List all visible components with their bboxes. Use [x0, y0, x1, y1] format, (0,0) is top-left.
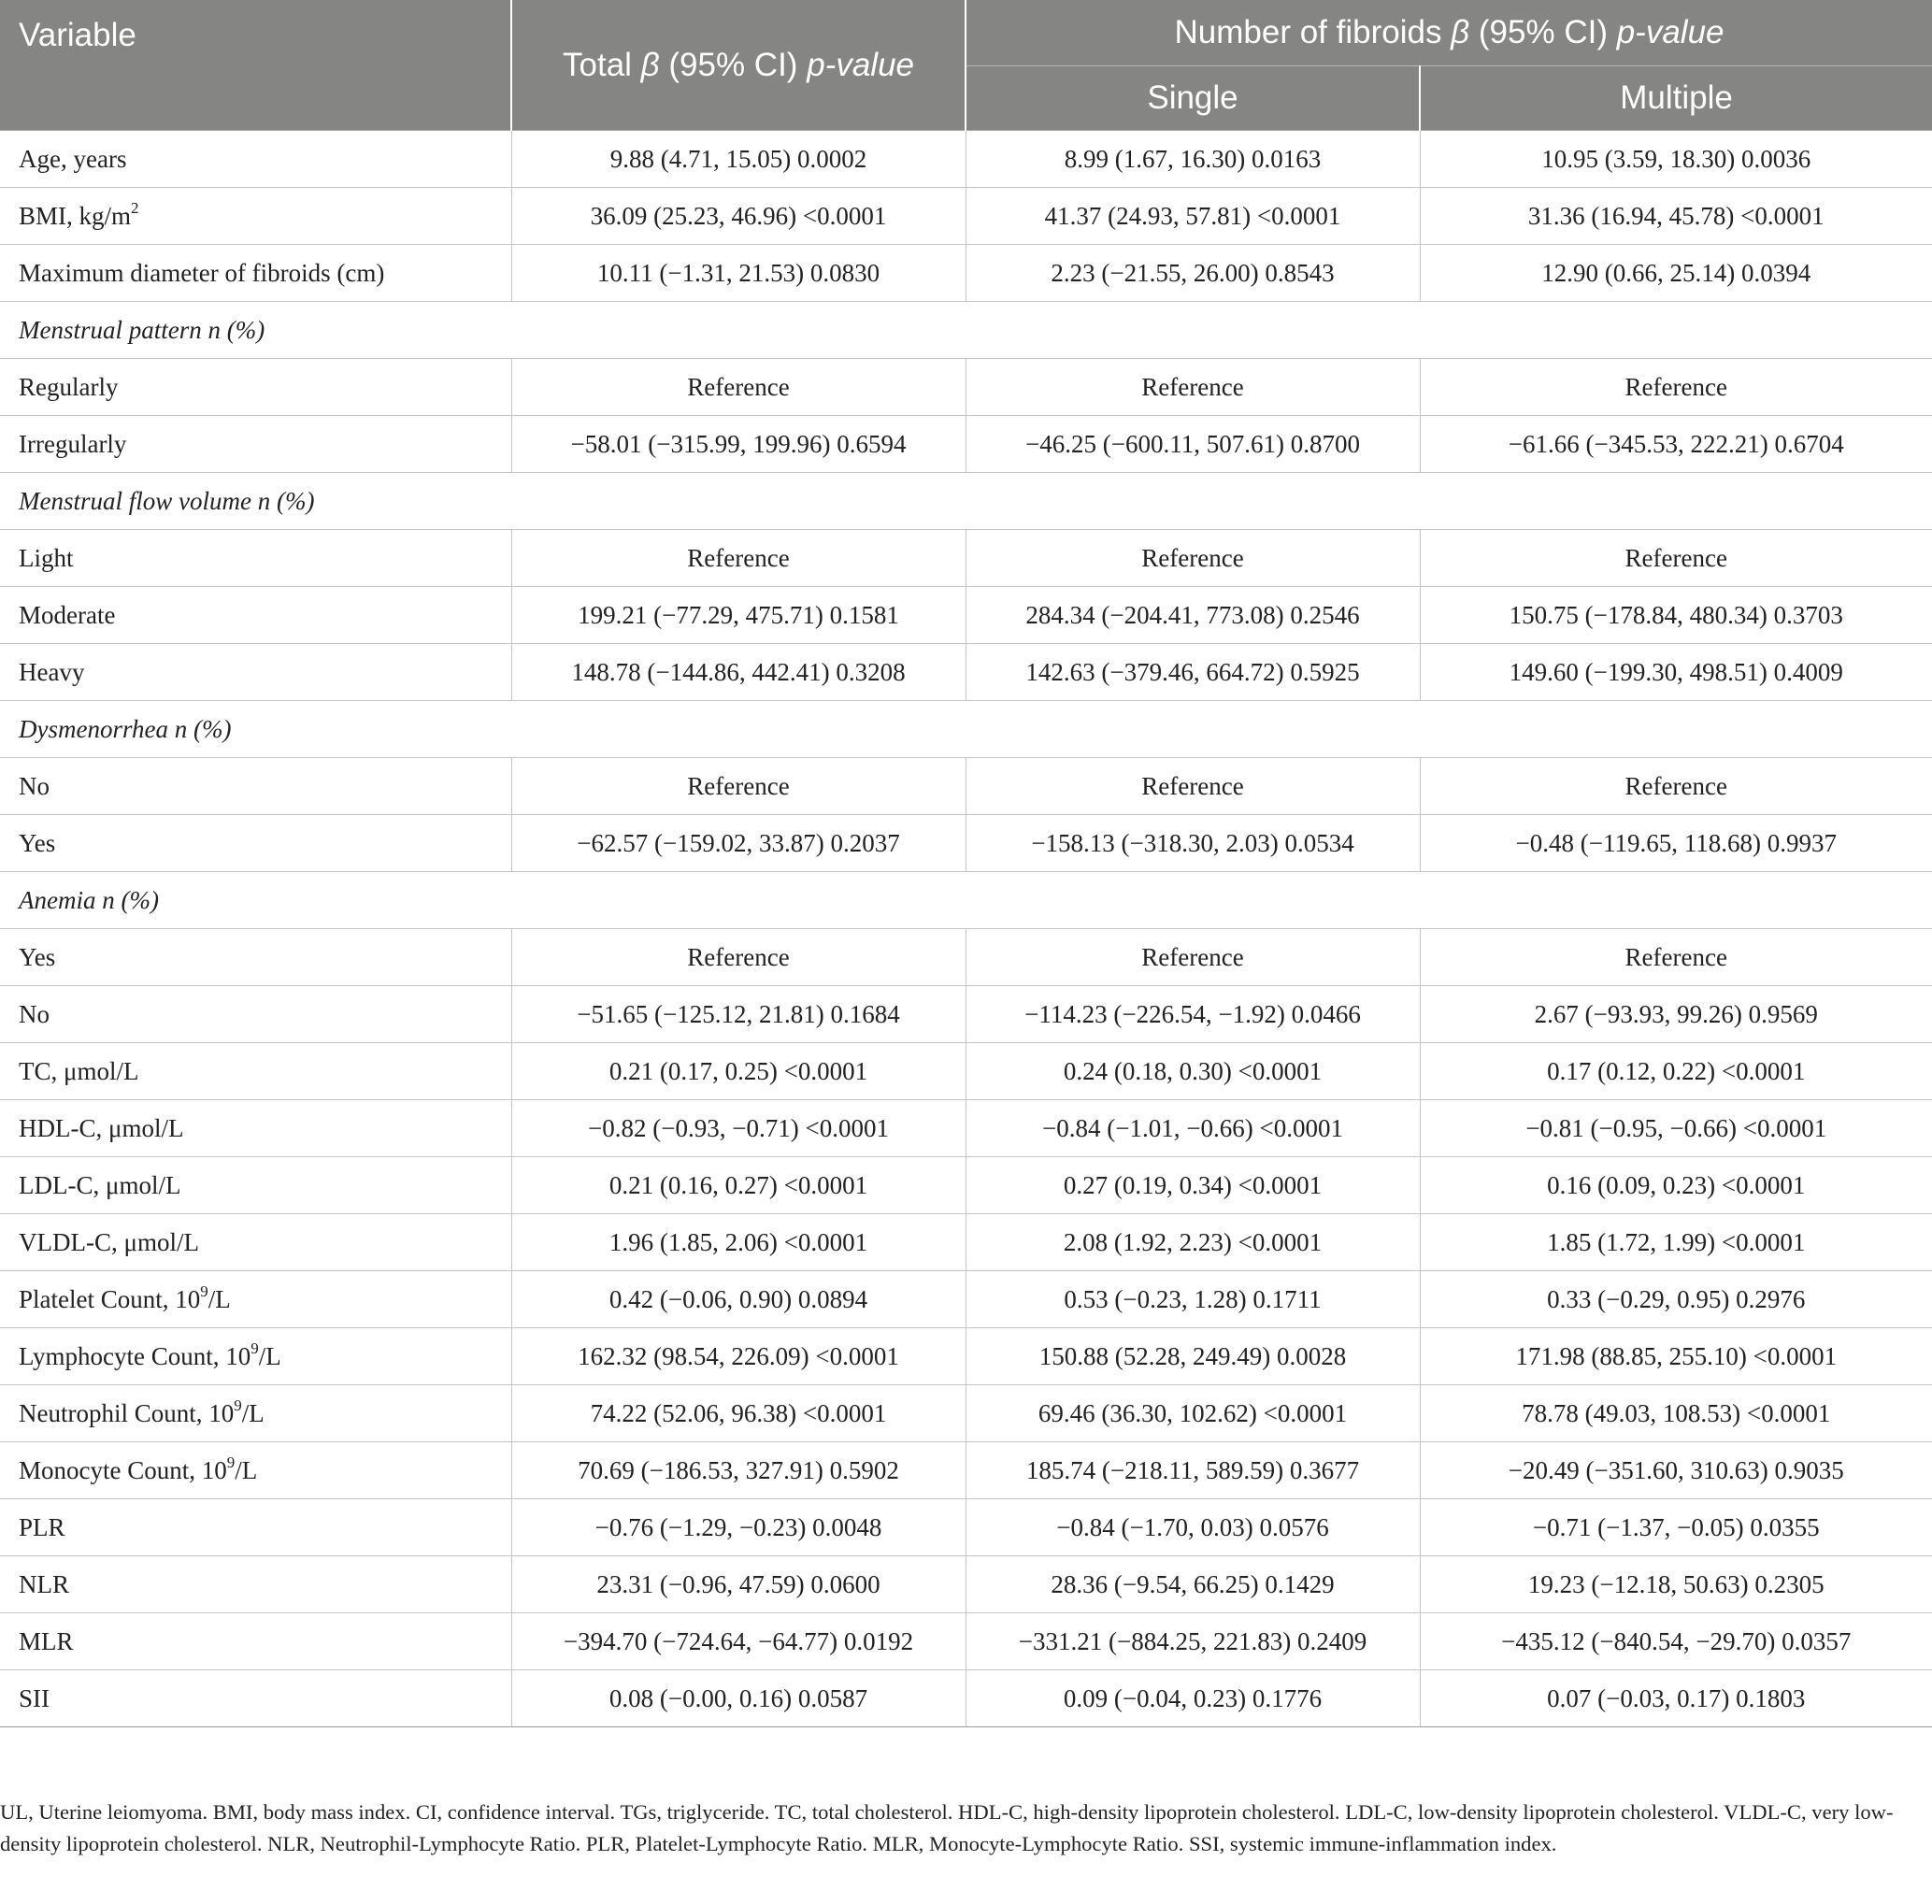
variable-superscript: 9	[200, 1281, 208, 1300]
single-cell: −0.84 (−1.70, 0.03) 0.0576	[966, 1499, 1420, 1556]
total-cell: 74.22 (52.06, 96.38) <0.0001	[511, 1385, 966, 1442]
variable-label: No	[19, 999, 50, 1028]
total-cell: 148.78 (−144.86, 442.41) 0.3208	[511, 644, 966, 701]
multiple-cell: 149.60 (−199.30, 498.51) 0.4009	[1420, 644, 1932, 701]
variable-unit-suffix: /L	[208, 1284, 231, 1313]
table-body	[0, 131, 1932, 1727]
table-row	[0, 1385, 1932, 1442]
table-row	[0, 1442, 1932, 1499]
total-cell: −58.01 (−315.99, 199.96) 0.6594	[511, 416, 966, 473]
single-cell: −0.84 (−1.01, −0.66) <0.0001	[966, 1100, 1420, 1157]
variable-label: SII	[19, 1683, 50, 1712]
table-row	[0, 1157, 1932, 1214]
variable-label: Monocyte Count, 10	[19, 1455, 227, 1484]
multiple-cell: −0.81 (−0.95, −0.66) <0.0001	[1420, 1100, 1932, 1157]
variable-superscript: 2	[131, 198, 139, 217]
table-row	[0, 530, 1932, 587]
multiple-cell: 0.33 (−0.29, 0.95) 0.2976	[1420, 1271, 1932, 1328]
single-cell: 0.09 (−0.04, 0.23) 0.1776	[966, 1670, 1420, 1727]
table-row	[0, 1271, 1932, 1328]
header-multiple: Multiple	[1420, 66, 1932, 131]
single-cell: −46.25 (−600.11, 507.61) 0.8700	[966, 416, 1420, 473]
multiple-cell: −0.48 (−119.65, 118.68) 0.9937	[1420, 815, 1932, 872]
variable-label: BMI, kg/m	[19, 201, 132, 230]
total-cell: 9.88 (4.71, 15.05) 0.0002	[511, 131, 966, 188]
single-cell: 41.37 (24.93, 57.81) <0.0001	[966, 188, 1420, 245]
total-cell: −0.82 (−0.93, −0.71) <0.0001	[511, 1100, 966, 1157]
table-row	[0, 815, 1932, 872]
total-cell: 10.11 (−1.31, 21.53) 0.0830	[511, 245, 966, 302]
variable-unit-suffix: /L	[241, 1398, 265, 1427]
variable-label: HDL-C, μmol/L	[19, 1113, 184, 1142]
table-row	[0, 587, 1932, 644]
variable-cell	[0, 1271, 511, 1328]
variable-cell	[0, 1556, 511, 1613]
total-cell: 0.08 (−0.00, 0.16) 0.0587	[511, 1670, 966, 1727]
total-cell: 0.21 (0.16, 0.27) <0.0001	[511, 1157, 966, 1214]
total-cell: −394.70 (−724.64, −64.77) 0.0192	[511, 1613, 966, 1670]
table-row	[0, 1328, 1932, 1385]
table-row	[0, 986, 1932, 1043]
variable-label: Light	[19, 543, 74, 572]
single-cell: 0.27 (0.19, 0.34) <0.0001	[966, 1157, 1420, 1214]
variable-label: PLR	[19, 1512, 65, 1541]
variable-cell	[0, 1670, 511, 1727]
variable-superscript: 9	[226, 1453, 236, 1471]
multiple-cell: 19.23 (−12.18, 50.63) 0.2305	[1420, 1556, 1932, 1613]
variable-label: Platelet Count, 10	[19, 1284, 201, 1313]
total-cell: −51.65 (−125.12, 21.81) 0.1684	[511, 986, 966, 1043]
header-number-of-fibroids: Number of fibroids β (95% CI) p-value	[966, 0, 1932, 66]
variable-cell	[0, 1499, 511, 1556]
variable-cell	[0, 1157, 511, 1214]
variable-unit-suffix: /L	[235, 1455, 258, 1484]
variable-cell	[0, 1442, 511, 1499]
total-cell: 1.96 (1.85, 2.06) <0.0001	[511, 1214, 966, 1271]
total-cell: Reference	[511, 530, 966, 587]
variable-cell	[0, 929, 511, 986]
single-cell: Reference	[966, 758, 1420, 815]
variable-label: Moderate	[19, 600, 116, 629]
single-cell: 284.34 (−204.41, 773.08) 0.2546	[966, 587, 1420, 644]
table-row	[0, 929, 1932, 986]
variable-label: MLR	[19, 1626, 74, 1655]
variable-label: LDL-C, μmol/L	[19, 1170, 181, 1199]
multiple-cell: 10.95 (3.59, 18.30) 0.0036	[1420, 131, 1932, 188]
total-cell: 36.09 (25.23, 46.96) <0.0001	[511, 188, 966, 245]
variable-cell	[0, 587, 511, 644]
single-cell: 185.74 (−218.11, 589.59) 0.3677	[966, 1442, 1420, 1499]
section-label: Dysmenorrhea n (%)	[0, 701, 1932, 758]
variable-label: Lymphocyte Count, 10	[19, 1341, 251, 1370]
multiple-cell: 150.75 (−178.84, 480.34) 0.3703	[1420, 587, 1932, 644]
variable-label: Yes	[19, 942, 56, 971]
total-cell: 0.42 (−0.06, 0.90) 0.0894	[511, 1271, 966, 1328]
single-cell: 69.46 (36.30, 102.62) <0.0001	[966, 1385, 1420, 1442]
variable-cell	[0, 131, 511, 188]
variable-cell	[0, 416, 511, 473]
multiple-cell: −0.71 (−1.37, −0.05) 0.0355	[1420, 1499, 1932, 1556]
variable-superscript: 9	[234, 1396, 242, 1414]
multiple-cell: 12.90 (0.66, 25.14) 0.0394	[1420, 245, 1932, 302]
total-cell: Reference	[511, 359, 966, 416]
table-row	[0, 359, 1932, 416]
table-row	[0, 188, 1932, 245]
variable-cell	[0, 1043, 511, 1100]
table-footnote: UL, Uterine leiomyoma. BMI, body mass index. CI, confidence interval. TGs, triglyceride. TC, total cholesterol. HDL-C, high-density lipoprotein cholesterol. LDL-C, low-density lipoprotein cholesterol. VLDL-C, very low-density lipoprotein cholesterol. NLR, Neutrophil-Lymphocyte Ratio. PLR, Platelet-Lymphocyte Ratio. MLR, Monocyte-Lymphocyte Ratio. SSI, systemic immune-inflammation index.	[0, 1800, 1894, 1855]
section-label: Anemia n (%)	[0, 872, 1932, 929]
total-cell: 162.32 (98.54, 226.09) <0.0001	[511, 1328, 966, 1385]
table-row	[0, 1499, 1932, 1556]
multiple-cell: −61.66 (−345.53, 222.21) 0.6704	[1420, 416, 1932, 473]
total-cell: −0.76 (−1.29, −0.23) 0.0048	[511, 1499, 966, 1556]
multiple-cell: Reference	[1420, 359, 1932, 416]
table-row	[0, 1670, 1932, 1727]
multiple-cell: 2.67 (−93.93, 99.26) 0.9569	[1420, 986, 1932, 1043]
variable-superscript: 9	[250, 1339, 259, 1357]
variable-label: TC, μmol/L	[19, 1056, 139, 1085]
single-cell: 0.53 (−0.23, 1.28) 0.1711	[966, 1271, 1420, 1328]
multiple-cell: 31.36 (16.94, 45.78) <0.0001	[1420, 188, 1932, 245]
multiple-cell: −20.49 (−351.60, 310.63) 0.9035	[1420, 1442, 1932, 1499]
total-cell: 199.21 (−77.29, 475.71) 0.1581	[511, 587, 966, 644]
total-cell: 23.31 (−0.96, 47.59) 0.0600	[511, 1556, 966, 1613]
single-cell: −114.23 (−226.54, −1.92) 0.0466	[966, 986, 1420, 1043]
total-cell: Reference	[511, 929, 966, 986]
multiple-cell: Reference	[1420, 929, 1932, 986]
multiple-cell: Reference	[1420, 530, 1932, 587]
multiple-cell: 78.78 (49.03, 108.53) <0.0001	[1420, 1385, 1932, 1442]
header-total: Total β (95% CI) p-value	[511, 0, 966, 131]
total-cell: 70.69 (−186.53, 327.91) 0.5902	[511, 1442, 966, 1499]
table-row	[0, 644, 1932, 701]
table-row	[0, 245, 1932, 302]
variable-cell	[0, 758, 511, 815]
table-row	[0, 1556, 1932, 1613]
single-cell: Reference	[966, 530, 1420, 587]
variable-cell	[0, 1613, 511, 1670]
variable-cell	[0, 245, 511, 302]
multiple-cell: 0.17 (0.12, 0.22) <0.0001	[1420, 1043, 1932, 1100]
section-row	[0, 302, 1932, 359]
variable-label: No	[19, 771, 50, 800]
variable-label: Heavy	[19, 657, 85, 686]
variable-cell	[0, 188, 511, 245]
table-row	[0, 758, 1932, 815]
variable-label: Neutrophil Count, 10	[19, 1398, 235, 1427]
single-cell: 28.36 (−9.54, 66.25) 0.1429	[966, 1556, 1420, 1613]
section-row	[0, 701, 1932, 758]
variable-label: Regularly	[19, 372, 119, 401]
variable-label: Age, years	[19, 144, 127, 173]
table-row	[0, 1100, 1932, 1157]
total-cell: Reference	[511, 758, 966, 815]
total-cell: 0.21 (0.17, 0.25) <0.0001	[511, 1043, 966, 1100]
single-cell: −158.13 (−318.30, 2.03) 0.0534	[966, 815, 1420, 872]
variable-cell	[0, 644, 511, 701]
variable-unit-suffix: /L	[258, 1341, 281, 1370]
table-row	[0, 131, 1932, 188]
variable-label: Yes	[19, 828, 56, 857]
variable-label: Irregularly	[19, 429, 127, 458]
single-cell: 0.24 (0.18, 0.30) <0.0001	[966, 1043, 1420, 1100]
single-cell: 8.99 (1.67, 16.30) 0.0163	[966, 131, 1420, 188]
section-label: Menstrual flow volume n (%)	[0, 473, 1932, 530]
variable-cell	[0, 359, 511, 416]
section-label: Menstrual pattern n (%)	[0, 302, 1932, 359]
single-cell: 2.23 (−21.55, 26.00) 0.8543	[966, 245, 1420, 302]
header-variable: Variable	[0, 0, 511, 131]
variable-label: Maximum diameter of fibroids (cm)	[19, 258, 385, 287]
variable-cell	[0, 815, 511, 872]
multiple-cell: 171.98 (88.85, 255.10) <0.0001	[1420, 1328, 1932, 1385]
variable-label: NLR	[19, 1569, 69, 1598]
multiple-cell: 0.07 (−0.03, 0.17) 0.1803	[1420, 1670, 1932, 1727]
table-header	[0, 0, 1932, 131]
variable-cell	[0, 986, 511, 1043]
table-row	[0, 1613, 1932, 1670]
variable-cell	[0, 1385, 511, 1442]
single-cell: 2.08 (1.92, 2.23) <0.0001	[966, 1214, 1420, 1271]
single-cell: Reference	[966, 359, 1420, 416]
multiple-cell: 1.85 (1.72, 1.99) <0.0001	[1420, 1214, 1932, 1271]
single-cell: 150.88 (52.28, 249.49) 0.0028	[966, 1328, 1420, 1385]
table-row	[0, 1043, 1932, 1100]
section-row	[0, 872, 1932, 929]
total-cell: −62.57 (−159.02, 33.87) 0.2037	[511, 815, 966, 872]
table-row	[0, 1214, 1932, 1271]
section-row	[0, 473, 1932, 530]
single-cell: Reference	[966, 929, 1420, 986]
header-single: Single	[966, 66, 1420, 131]
variable-cell	[0, 1214, 511, 1271]
multiple-cell: 0.16 (0.09, 0.23) <0.0001	[1420, 1157, 1932, 1214]
variable-label: VLDL-C, μmol/L	[19, 1227, 199, 1256]
multiple-cell: Reference	[1420, 758, 1932, 815]
single-cell: −331.21 (−884.25, 221.83) 0.2409	[966, 1613, 1420, 1670]
variable-cell	[0, 1100, 511, 1157]
variable-cell	[0, 1328, 511, 1385]
multiple-cell: −435.12 (−840.54, −29.70) 0.0357	[1420, 1613, 1932, 1670]
table-row	[0, 416, 1932, 473]
single-cell: 142.63 (−379.46, 664.72) 0.5925	[966, 644, 1420, 701]
variable-cell	[0, 530, 511, 587]
